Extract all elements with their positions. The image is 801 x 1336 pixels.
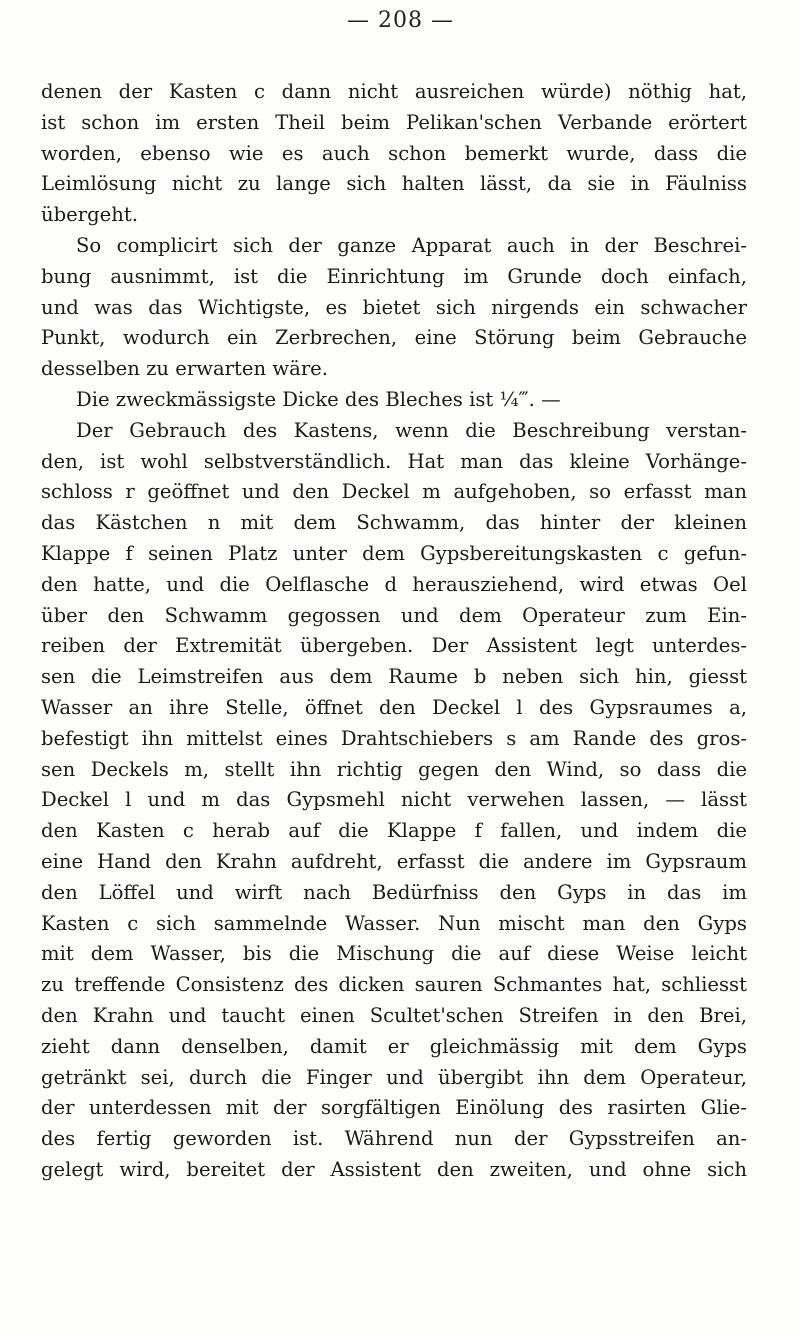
- text-line: eine Hand den Krahn aufdreht, erfasst die andere im Gypsraum: [41, 849, 747, 873]
- text-line: desselben zu erwarten wäre.: [41, 357, 329, 381]
- text-line: übergeht.: [41, 203, 138, 227]
- text-line: zu treffende Consistenz des dicken sauren Schmantes hat, schliesst: [41, 973, 747, 997]
- text-line: reiben der Extremität übergeben. Der Assistent legt unterdes-: [41, 634, 747, 658]
- text-line: Die zweckmässigste Dicke des Bleches ist ¼‴. —: [76, 387, 561, 411]
- text-line: befestigt ihn mittelst eines Drahtschiebers s am Rande des gros-: [41, 726, 747, 750]
- text-line: über den Schwamm gegossen und dem Operateur zum Ein-: [41, 603, 747, 627]
- text-line: zieht dann denselben, damit er gleichmässig mit dem Gyps: [41, 1034, 747, 1058]
- text-line: worden, ebenso wie es auch schon bemerkt wurde, dass die: [41, 141, 747, 165]
- text-line: Der Gebrauch des Kastens, wenn die Beschreibung verstan-: [76, 418, 747, 442]
- text-line: Deckel l und m das Gypsmehl nicht verwehen lassen, — lässt: [41, 788, 747, 812]
- text-line: Wasser an ihre Stelle, öffnet den Deckel l des Gypsraumes a,: [41, 695, 747, 719]
- text-line: So complicirt sich der ganze Apparat auch in der Beschrei-: [76, 233, 747, 257]
- text-line: Punkt, wodurch ein Zerbrechen, eine Störung beim Gebrauche: [41, 326, 747, 350]
- text-line: sen Deckels m, stellt ihn richtig gegen den Wind, so dass die: [41, 757, 747, 781]
- body-text: [41, 77, 747, 1186]
- text-line: bung ausnimmt, ist die Einrichtung im Grunde doch einfach,: [41, 264, 747, 288]
- text-line: mit dem Wasser, bis die Mischung die auf diese Weise leicht: [41, 942, 747, 966]
- text-line: Leimlösung nicht zu lange sich halten lässt, da sie in Fäulniss: [41, 172, 747, 196]
- text-line: sen die Leimstreifen aus dem Raume b neben sich hin, giesst: [41, 665, 747, 689]
- text-line: den Löffel und wirft nach Bedürfniss den Gyps in das im: [41, 880, 747, 904]
- text-line: Klappe f seinen Platz unter dem Gypsbereitungskasten c gefun-: [41, 541, 747, 565]
- page-number: — 208 —: [347, 8, 454, 33]
- text-line: den, ist wohl selbstverständlich. Hat man das kleine Vorhänge-: [41, 449, 747, 473]
- text-line: das Kästchen n mit dem Schwamm, das hinter der kleinen: [41, 511, 747, 535]
- text-line: Kasten c sich sammelnde Wasser. Nun mischt man den Gyps: [41, 911, 747, 935]
- text-line: gelegt wird, bereitet der Assistent den zweiten, und ohne sich: [41, 1157, 747, 1181]
- text-line: denen der Kasten c dann nicht ausreichen würde) nöthig hat,: [41, 80, 747, 103]
- text-line: den Kasten c herab auf die Klappe f fallen, und indem die: [41, 819, 747, 843]
- text-line: den hatte, und die Oelflasche d herausziehend, wird etwas Oel: [41, 572, 747, 596]
- text-line: den Krahn und taucht einen Scultet'schen Streifen in den Brei,: [41, 1003, 747, 1027]
- text-line: der unterdessen mit der sorgfältigen Einölung des rasirten Glie-: [41, 1096, 747, 1120]
- text-line: und was das Wichtigste, es bietet sich nirgends ein schwacher: [41, 295, 747, 319]
- text-line: getränkt sei, durch die Finger und übergibt ihn dem Operateur,: [41, 1065, 747, 1089]
- text-line: schloss r geöffnet und den Deckel m aufgehoben, so erfasst man: [41, 480, 747, 504]
- text-line: des fertig geworden ist. Während nun der Gypsstreifen an-: [41, 1127, 747, 1151]
- text-line: ist schon im ersten Theil beim Pelikan'schen Verbande erörtert: [41, 110, 747, 134]
